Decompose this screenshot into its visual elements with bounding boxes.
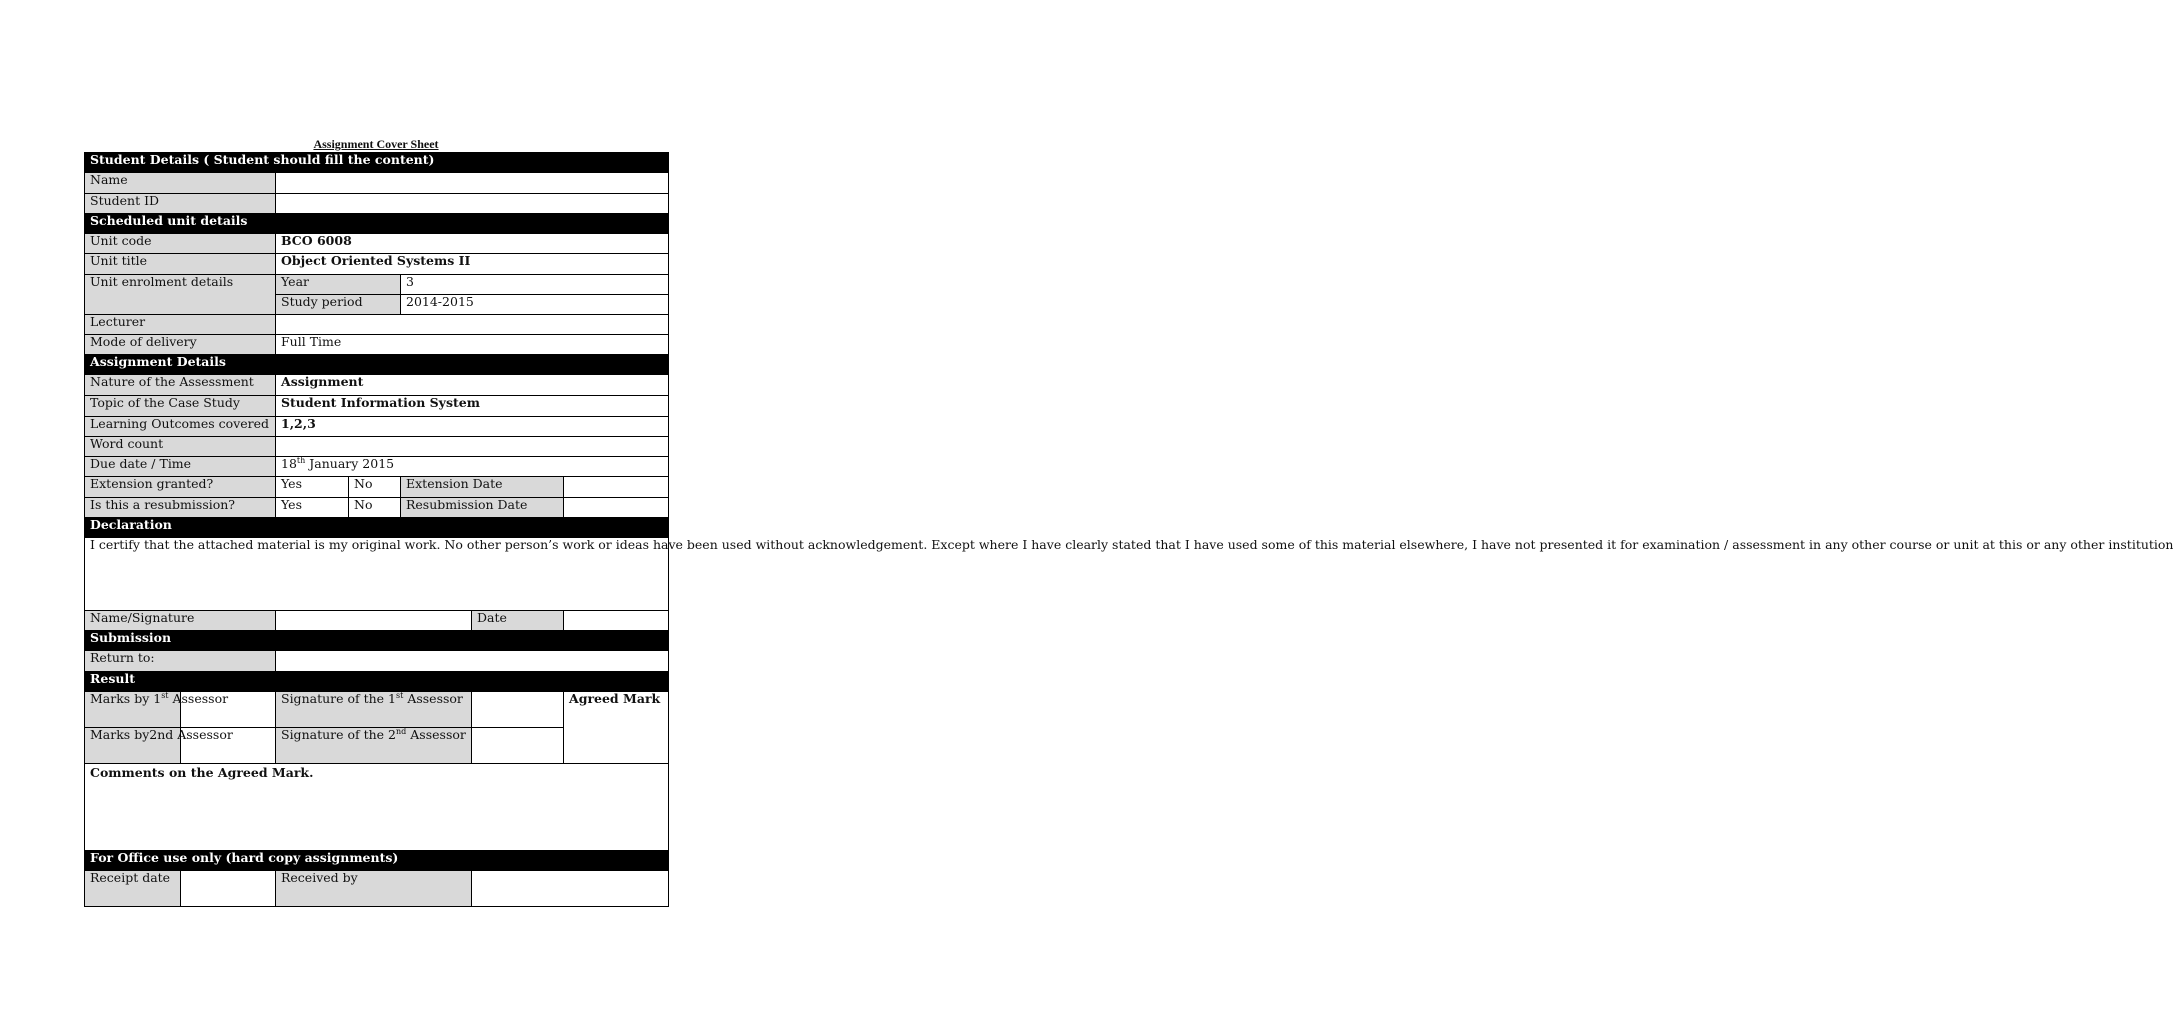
nature-value: Assignment bbox=[276, 375, 669, 396]
assignment-details-header: Assignment Details bbox=[85, 355, 669, 375]
resubmission-yes-option[interactable]: Yes bbox=[276, 498, 349, 518]
due-day-suffix: th bbox=[296, 456, 306, 465]
due-day: 18 bbox=[281, 456, 297, 471]
year-label: Year bbox=[276, 275, 401, 295]
study-period-label: Study period bbox=[276, 295, 401, 315]
signature-first-assessor-label: Signature of the 1st Assessor bbox=[276, 692, 472, 728]
sheet-title: Assignment Cover Sheet bbox=[313, 137, 439, 151]
unit-code-label: Unit code bbox=[85, 234, 276, 254]
declaration-header: Declaration bbox=[85, 518, 669, 538]
extension-yes-option[interactable]: Yes bbox=[276, 477, 349, 498]
unit-details-header: Scheduled unit details bbox=[85, 214, 669, 234]
topic-label: Topic of the Case Study bbox=[85, 396, 276, 417]
name-signature-field[interactable] bbox=[276, 611, 472, 631]
lecturer-field[interactable] bbox=[276, 315, 669, 335]
student-details-header: Student Details ( Student should fill the content) bbox=[85, 153, 669, 173]
resubmission-label: Is this a resubmission? bbox=[85, 498, 276, 518]
marks-first-assessor-label: Marks by 1st Assessor bbox=[85, 692, 181, 728]
resubmission-date-field[interactable] bbox=[564, 498, 669, 518]
return-to-label: Return to: bbox=[85, 651, 276, 672]
name-label: Name bbox=[85, 173, 276, 194]
resubmission-date-label: Resubmission Date bbox=[401, 498, 564, 518]
resubmission-no-option[interactable]: No bbox=[349, 498, 401, 518]
declaration-date-label: Date bbox=[472, 611, 564, 631]
name-field[interactable] bbox=[276, 173, 669, 194]
marks-second-assessor-label: Marks by2nd Assessor bbox=[85, 728, 181, 764]
cover-sheet-table bbox=[84, 152, 2173, 907]
unit-code-value: BCO 6008 bbox=[276, 234, 669, 254]
unit-enrolment-label: Unit enrolment details bbox=[85, 275, 276, 315]
name-signature-label: Name/Signature bbox=[85, 611, 276, 631]
declaration-text: I certify that the attached material is my original work. No other person’s work or ideas have been used without acknowledgement. Except where I have clearly stated that I have used some of this material elsewhere, I have not presented it for examination / assessment in any other course or unit at this or any other institution bbox=[85, 538, 669, 611]
lecturer-label: Lecturer bbox=[85, 315, 276, 335]
extension-label: Extension granted? bbox=[85, 477, 276, 498]
delivery-mode-value: Full Time bbox=[276, 335, 669, 355]
submission-header: Submission bbox=[85, 631, 669, 651]
received-by-label: Received by bbox=[276, 871, 472, 907]
delivery-mode-label: Mode of delivery bbox=[85, 335, 276, 355]
due-month-year: January 2015 bbox=[305, 456, 395, 471]
due-date-label: Due date / Time bbox=[85, 457, 276, 477]
signature-second-assessor-field[interactable] bbox=[472, 728, 564, 764]
agreed-mark-label: Agreed Mark bbox=[564, 692, 669, 764]
receipt-date-label: Receipt date bbox=[85, 871, 181, 907]
agreed-mark-comments[interactable]: Comments on the Agreed Mark. bbox=[85, 764, 669, 851]
due-date-value bbox=[276, 457, 669, 477]
student-id-label: Student ID bbox=[85, 194, 276, 214]
receipt-date-field[interactable] bbox=[181, 871, 276, 907]
word-count-field[interactable] bbox=[276, 437, 669, 457]
received-by-field[interactable] bbox=[472, 871, 669, 907]
topic-value: Student Information System bbox=[276, 396, 669, 417]
student-id-field[interactable] bbox=[276, 194, 669, 214]
office-use-header: For Office use only (hard copy assignments) bbox=[85, 851, 669, 871]
signature-first-assessor-field[interactable] bbox=[472, 692, 564, 728]
unit-title-label: Unit title bbox=[85, 254, 276, 275]
return-to-field[interactable] bbox=[276, 651, 669, 672]
declaration-date-field[interactable] bbox=[564, 611, 669, 631]
outcomes-label: Learning Outcomes covered bbox=[85, 417, 276, 437]
extension-date-field[interactable] bbox=[564, 477, 669, 498]
year-value: 3 bbox=[401, 275, 669, 295]
extension-no-option[interactable]: No bbox=[349, 477, 401, 498]
outcomes-value: 1,2,3 bbox=[276, 417, 669, 437]
nature-label: Nature of the Assessment bbox=[85, 375, 276, 396]
study-period-value: 2014-2015 bbox=[401, 295, 669, 315]
signature-second-assessor-label: Signature of the 2nd Assessor bbox=[276, 728, 472, 764]
word-count-label: Word count bbox=[85, 437, 276, 457]
extension-date-label: Extension Date bbox=[401, 477, 564, 498]
result-header: Result bbox=[85, 672, 669, 692]
unit-title-value: Object Oriented Systems II bbox=[276, 254, 669, 275]
